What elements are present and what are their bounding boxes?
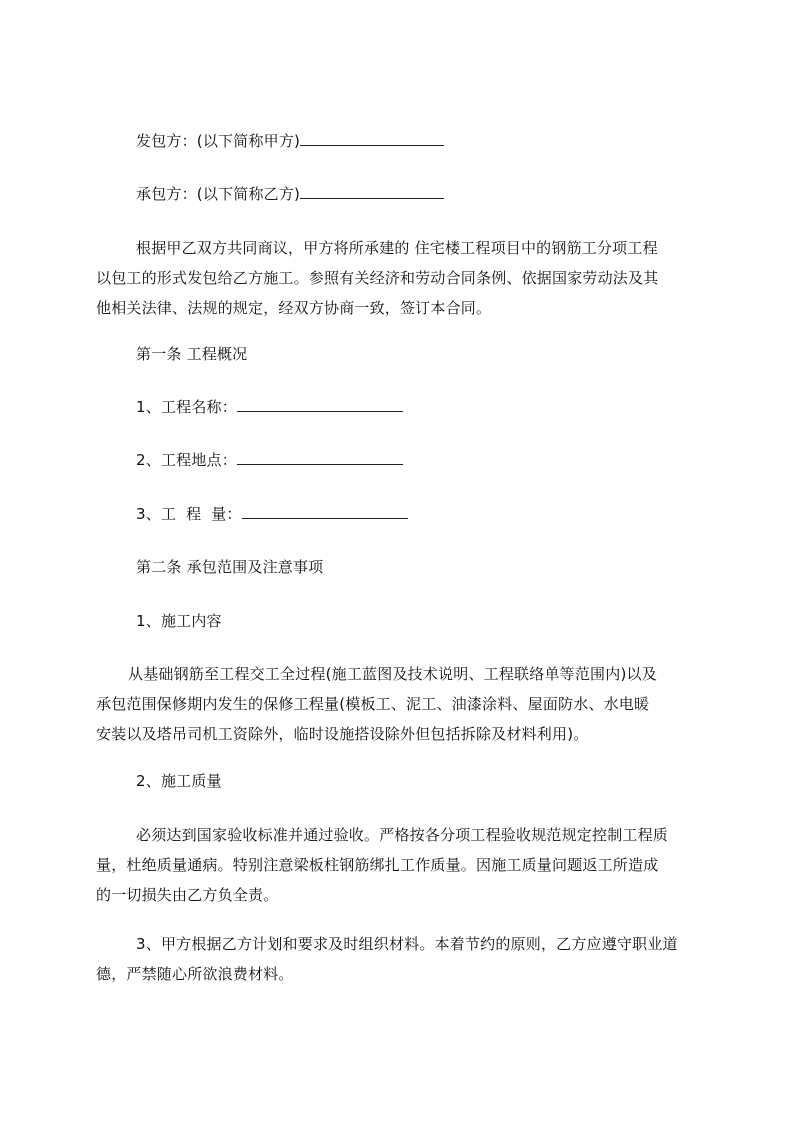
intro-line-3: 他相关法律、法规的规定，经双方协商一致，签订本合同。 — [96, 299, 492, 317]
project-name-line — [136, 397, 403, 417]
employer-blank[interactable] — [300, 131, 444, 146]
project-quantity-label: 3、工 程 量： — [136, 505, 242, 523]
materials-paragraph — [96, 929, 716, 989]
project-location-label: 2、工程地点： — [136, 451, 237, 469]
construction-content-paragraph — [96, 659, 716, 749]
project-location-blank[interactable] — [237, 450, 403, 465]
project-quantity-blank[interactable] — [242, 504, 408, 519]
construction-content-title: 1、施工内容 — [136, 612, 222, 630]
intro-line-2: 以包工的形式发包给乙方施工。参照有关经济和劳动合同条例、依据国家劳动法及其 — [96, 269, 659, 287]
employer-line — [136, 131, 444, 151]
construction-content-line-2: 承包范围保修期内发生的保修工程量(模板工、泥工、油漆涂料、屋面防水、水电暖 — [96, 695, 650, 713]
project-quantity-line — [136, 504, 408, 524]
project-location-line — [136, 450, 403, 470]
article1-title: 第一条 工程概况 — [136, 345, 248, 363]
construction-content-line-3: 安装以及塔吊司机工资除外，临时设施搭设除外但包括拆除及材料利用)。 — [96, 725, 589, 743]
contractor-line — [136, 184, 444, 204]
contractor-label: 承包方：(以下简称乙方) — [136, 185, 301, 203]
materials-line-2: 德，严禁随心所欲浪费材料。 — [96, 965, 294, 983]
construction-quality-line-3: 的一切损失由乙方负全责。 — [96, 886, 279, 904]
construction-quality-title: 2、施工质量 — [136, 772, 222, 790]
project-name-label: 1、工程名称： — [136, 398, 237, 416]
construction-content-line-1: 从基础钢筋至工程交工全过程(施工蓝图及技术说明、工程联络单等范围内)以及 — [128, 665, 657, 683]
contractor-blank[interactable] — [300, 184, 444, 199]
construction-quality-paragraph — [96, 820, 716, 910]
construction-quality-line-2: 量，杜绝质量通病。特别注意梁板柱钢筋绑扎工作质量。因施工质量问题返工所造成 — [96, 856, 659, 874]
project-name-blank[interactable] — [237, 397, 403, 412]
intro-line-1: 根据甲乙双方共同商议，甲方将所承建的 住宅楼工程项目中的钢筋工分项工程 — [136, 239, 658, 257]
employer-label: 发包方：(以下简称甲方) — [136, 132, 301, 150]
intro-paragraph — [96, 233, 716, 323]
article2-title: 第二条 承包范围及注意事项 — [136, 558, 324, 576]
construction-quality-line-1: 必须达到国家验收标准并通过验收。严格按各分项工程验收规范规定控制工程质 — [136, 826, 669, 844]
materials-line-1: 3、甲方根据乙方计划和要求及时组织材料。本着节约的原则，乙方应遵守职业道 — [136, 935, 678, 953]
